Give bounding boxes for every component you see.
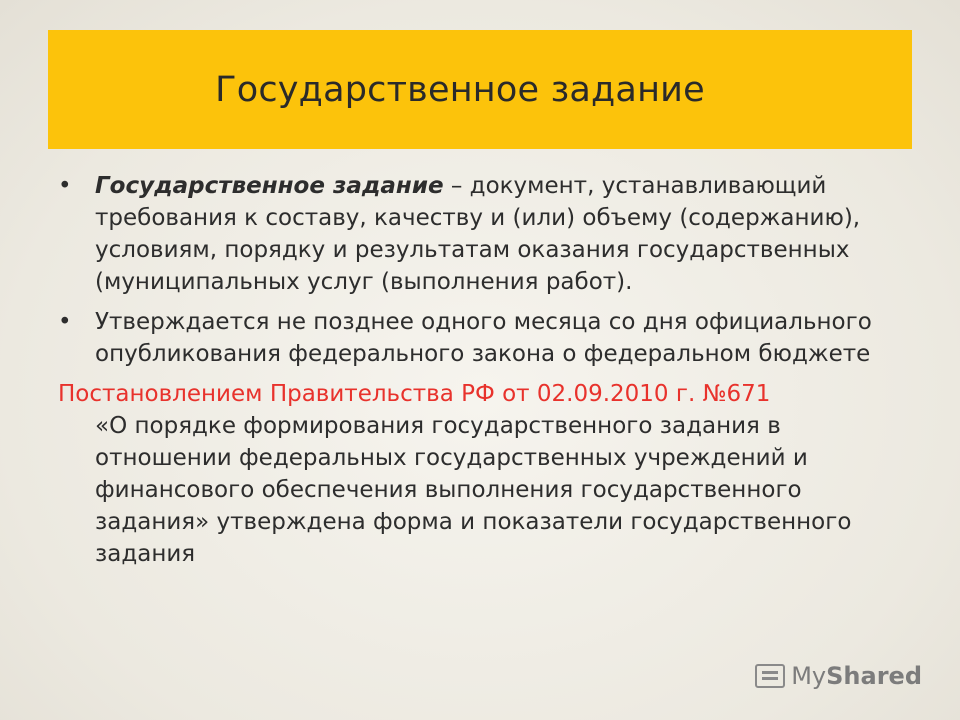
- bullet-dot: •: [58, 309, 72, 335]
- bullet-dot: •: [58, 173, 72, 199]
- reference-highlight: Постановлением Правительства РФ от 02.09.2010 г. №671: [58, 381, 771, 407]
- mobile-chart-icon: [755, 664, 785, 688]
- watermark-text: [791, 662, 922, 690]
- watermark-part1: My: [791, 662, 827, 690]
- bullet-term: Государственное задание: [95, 173, 444, 199]
- reference-body: «О порядке формирования государственного задания в отношении федеральных государственных учреждений и финансового обеспечения выполнения государственного задания» утверждена форма и показатели государственного задания: [95, 413, 852, 567]
- bullet-text: Утверждается не позднее одного месяца со дня официального опубликования федерального закона о федеральном бюджете: [95, 309, 872, 367]
- watermark-part2: Shared: [826, 662, 922, 690]
- slide-content: [58, 170, 918, 570]
- watermark: [755, 662, 922, 690]
- reference-block: [58, 378, 918, 570]
- bullet-item-2: [58, 306, 918, 370]
- title-band: [48, 30, 912, 149]
- slide-title: Государственное задание: [215, 69, 705, 110]
- bullet-text: – документ, устанавливающий требования к составу, качеству и (или) объему (содержанию), условиям, порядку и результатам оказания государственных (муниципальных услуг (выполнения работ).: [95, 173, 861, 295]
- bullet-item-1: [58, 170, 918, 298]
